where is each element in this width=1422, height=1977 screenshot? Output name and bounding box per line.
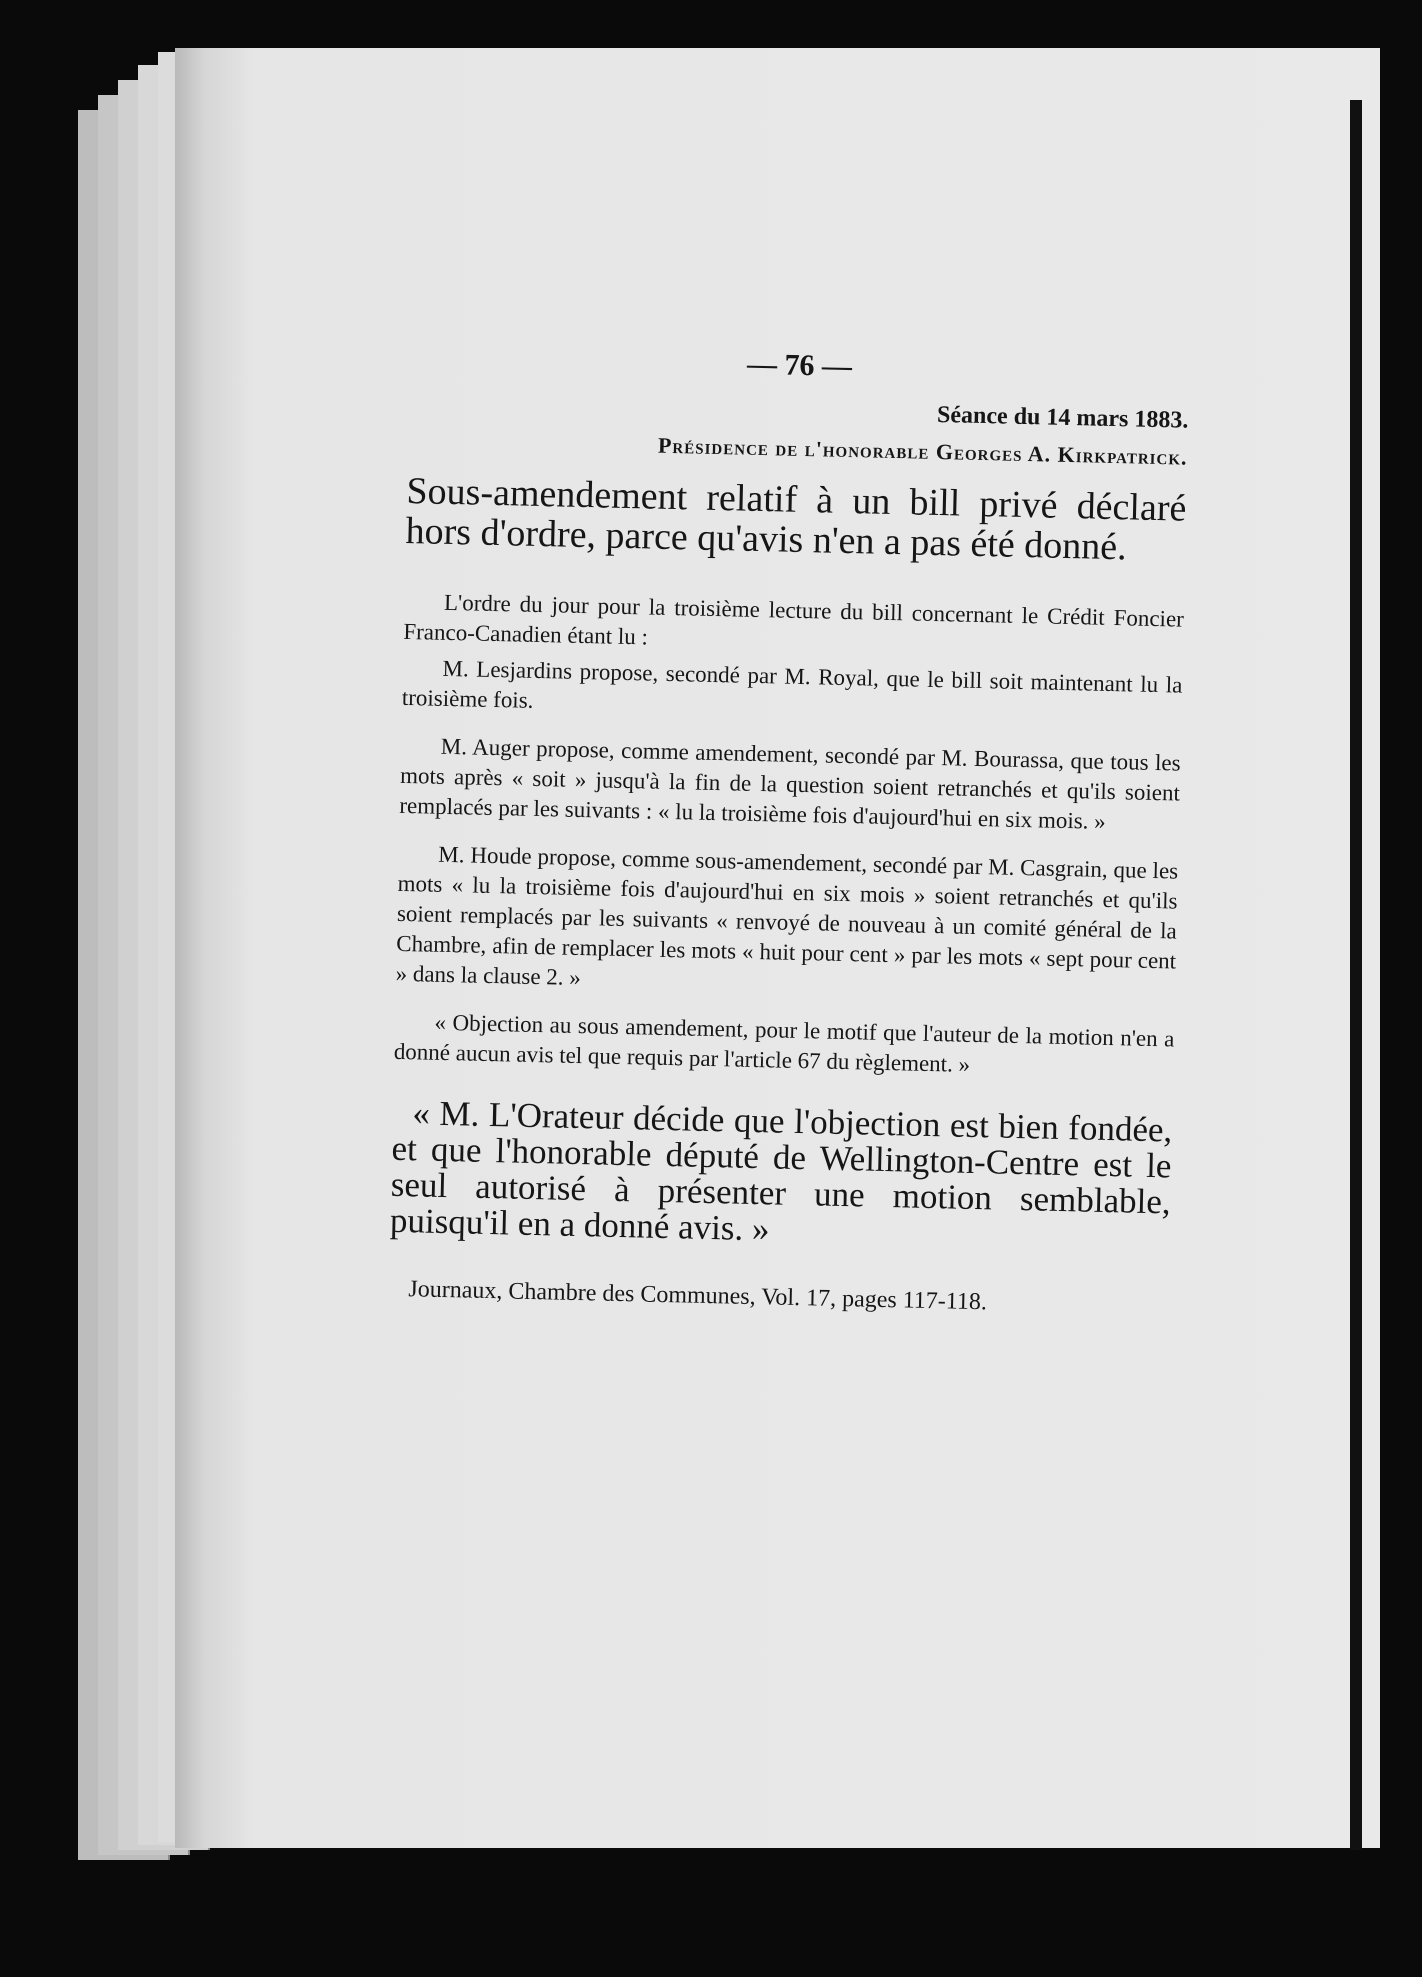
- paragraph: L'ordre du jour pour la troisième lecture du bill concernant le Crédit Foncier Franco-Canadien étant lu :: [403, 589, 1185, 650]
- section-heading: Sous-amendement relatif à un bill privé déclaré hors d'ordre, parce qu'avis n'en a pas été donné.: [405, 469, 1187, 569]
- citation: Journaux, Chambre des Communes, Vol. 17, pages 117-118.: [408, 1276, 988, 1316]
- speaker-ruling: « M. L'Orateur décide que l'objection est bien fondée, et que l'honorable député de Wellington-Centre est le seul autorisé à présenter une motion semblable, puisqu'il en a donné avis. »: [389, 1093, 1173, 1249]
- presidence-line: Présidence de l'honorable Georges A. Kirkpatrick.: [657, 432, 1188, 470]
- paragraph: M. Lesjardins propose, secondé par M. Royal, que le bill soit maintenant lu la troisième fois.: [401, 655, 1183, 713]
- page-number: — 76 —: [746, 347, 853, 384]
- page-shadow-edge: [1350, 100, 1362, 1850]
- session-date: Séance du 14 mars 1883.: [936, 401, 1189, 434]
- paragraph: « Objection au sous amendement, pour le motif que l'auteur de la motion n'en a donné aucun avis tel que requis par l'article 67 du règlement. »: [393, 1009, 1175, 1077]
- page-content: [388, 340, 1190, 1320]
- paragraph: M. Auger propose, comme amendement, secondé par M. Bourassa, que tous les mots après « soit » jusqu'à la fin de la question soient retranchés et qu'ils soient remplacés par les suivants : « lu la troisième fois d'aujourd'hui en six mois. »: [399, 733, 1181, 834]
- paragraph: M. Houde propose, comme sous-amendement, secondé par M. Casgrain, que les mots « lu la troisième fois d'aujourd'hui en six mois » soient retranchés et qu'ils soient remplacés par les suivants « renvoyé de nouveau à un comité général de la Chambre, afin de remplacer les mots « huit pour cent » par les mots « sept pour cent » dans la clause 2. »: [395, 841, 1179, 991]
